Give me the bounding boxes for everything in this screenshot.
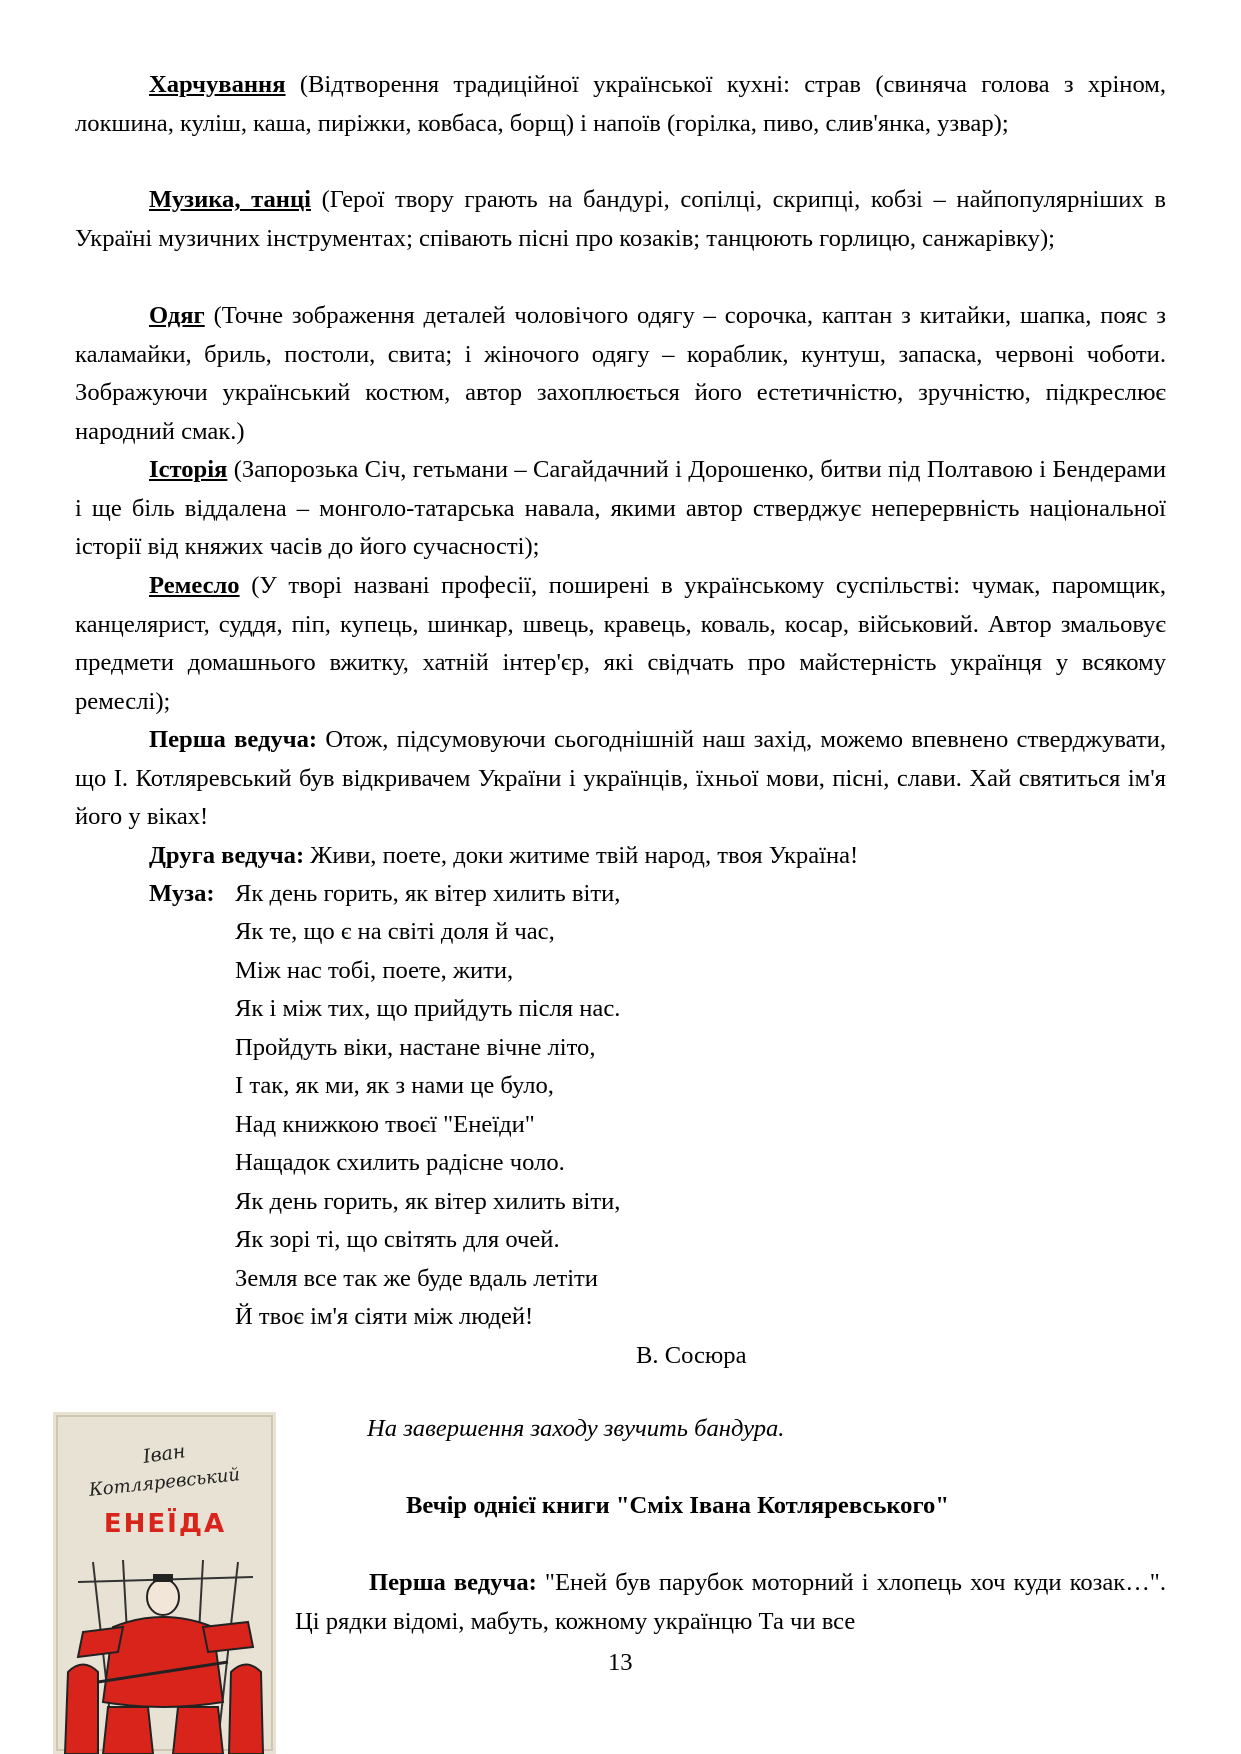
speaker-first-host: Перша ведуча: <box>149 726 318 753</box>
paragraph-food <box>75 66 1166 143</box>
paragraph-second-host <box>75 837 1166 876</box>
term-history: Історія <box>149 456 228 483</box>
svg-text:Іван: Іван <box>141 1440 187 1468</box>
poem-line: Над книжкою твоєї "Енеїди" <box>235 1111 535 1138</box>
poem-line: Як день горить, як вітер хилить віти, <box>235 1188 621 1215</box>
paragraph-first-host <box>75 721 1166 837</box>
poem-line: Як і між тих, що прийдуть після нас. <box>235 995 621 1022</box>
book-cover-illustration <box>53 1412 276 1754</box>
book-cover-image <box>53 1412 276 1754</box>
svg-text:Котляревський: Котляревський <box>87 1464 241 1501</box>
second-host-text: Живи, поете, доки житиме твій народ, твоя Україна! <box>304 842 859 869</box>
poem-author: В. Сосюра <box>636 1342 747 1369</box>
poem-line: Нащадок схилить радісне чоло. <box>235 1149 565 1176</box>
poem-line: Як день горить, як вітер хилить віти, <box>235 880 621 907</box>
term-craft: Ремесло <box>149 572 240 599</box>
poem-line: Й твоє ім'я сіяти між людей! <box>235 1303 534 1330</box>
poem-line: Пройдуть віки, настане вічне літо, <box>235 1034 596 1061</box>
paragraph-music-text: (Герої твору грають на бандурі, сопілці, скрипці, кобзі – найпопулярніших в Україні музичних інструментах; співають пісні про козаків; танцюють горлицю, санжарівку); <box>75 186 1166 252</box>
paragraph-music <box>75 181 1166 258</box>
svg-text:ЕНЕЇДА: ЕНЕЇДА <box>103 1509 227 1539</box>
term-food: Харчування <box>149 71 286 98</box>
paragraph-history <box>75 451 1166 567</box>
stage-note: На завершення заходу звучить бандура. <box>367 1415 785 1442</box>
paragraph-clothing-text: (Точне зображення деталей чоловічого одягу – сорочка, каптан з китайки, шапка, пояс з каламайки, бриль, постоли, свита; і жіночого одягу – кораблик, кунтуш, запаска, червоні чоботи. Зображуючи український костюм, автор захоплюється його естетичністю, зручністю, підкреслює народний смак.) <box>75 302 1166 445</box>
speaker-final: Перша ведуча: <box>369 1569 537 1596</box>
speaker-second-host: Друга ведуча: <box>149 842 305 869</box>
poem-line: Як зорі ті, що світять для очей. <box>235 1226 560 1253</box>
poem-line: Як те, що є на світі доля й час, <box>235 918 555 945</box>
final-para-text: "Еней був парубок моторний і хлопець хоч куди козак…". Ці рядки відомі, мабуть, кожному українцю Та чи все <box>295 1569 1166 1635</box>
paragraph-final <box>295 1564 1166 1641</box>
paragraph-craft-text: (У творі названі професії, поширені в українському суспільстві: чумак, паромщик, канцелярист, суддя, піп, купець, шинкар, швець, кравець, коваль, косар, військовий. Автор змальовує предмети домашнього вжитку, хатній інтер'єр, які свідчать про майстерність українця у всякому ремеслі); <box>75 572 1166 715</box>
term-music: Музика, танці <box>149 186 311 213</box>
term-clothing: Одяг <box>149 302 205 329</box>
paragraph-history-text: (Запорозька Січ, гетьмани – Сагайдачний і Дорошенко, битви під Полтавою і Бендерами і ще біль віддалена – монголо-татарська навала, якими автор стверджує неперервність національної історії від княжих часів до його сучасності); <box>75 456 1166 560</box>
first-host-text: Отож, підсумовуючи сьогоднішній наш захід, можемо впевнено стверджувати, що І. Котляревський був відкривачем України і українців, їхньої мови, пісні, слави. Хай святиться ім'я його у віках! <box>75 726 1166 830</box>
page-number: 13 <box>608 1649 633 1676</box>
speaker-muse: Муза: <box>149 880 215 907</box>
poem-line: І так, як ми, як з нами це було, <box>235 1072 554 1099</box>
poem-line: Земля все так же буде вдаль летіти <box>235 1265 598 1292</box>
section-title: Вечір однієї книги "Сміх Івана Котляревського" <box>406 1492 949 1519</box>
paragraph-food-text: (Відтворення традиційної української кухні: страв (свиняча голова з хріном, локшина, куліш, каша, пиріжки, ковбаса, борщ) і напоїв (горілка, пиво, слив'янка, узвар); <box>75 71 1166 137</box>
paragraph-craft <box>75 567 1166 721</box>
poem-line: Між нас тобі, поете, жити, <box>235 957 514 984</box>
paragraph-clothing <box>75 297 1166 451</box>
